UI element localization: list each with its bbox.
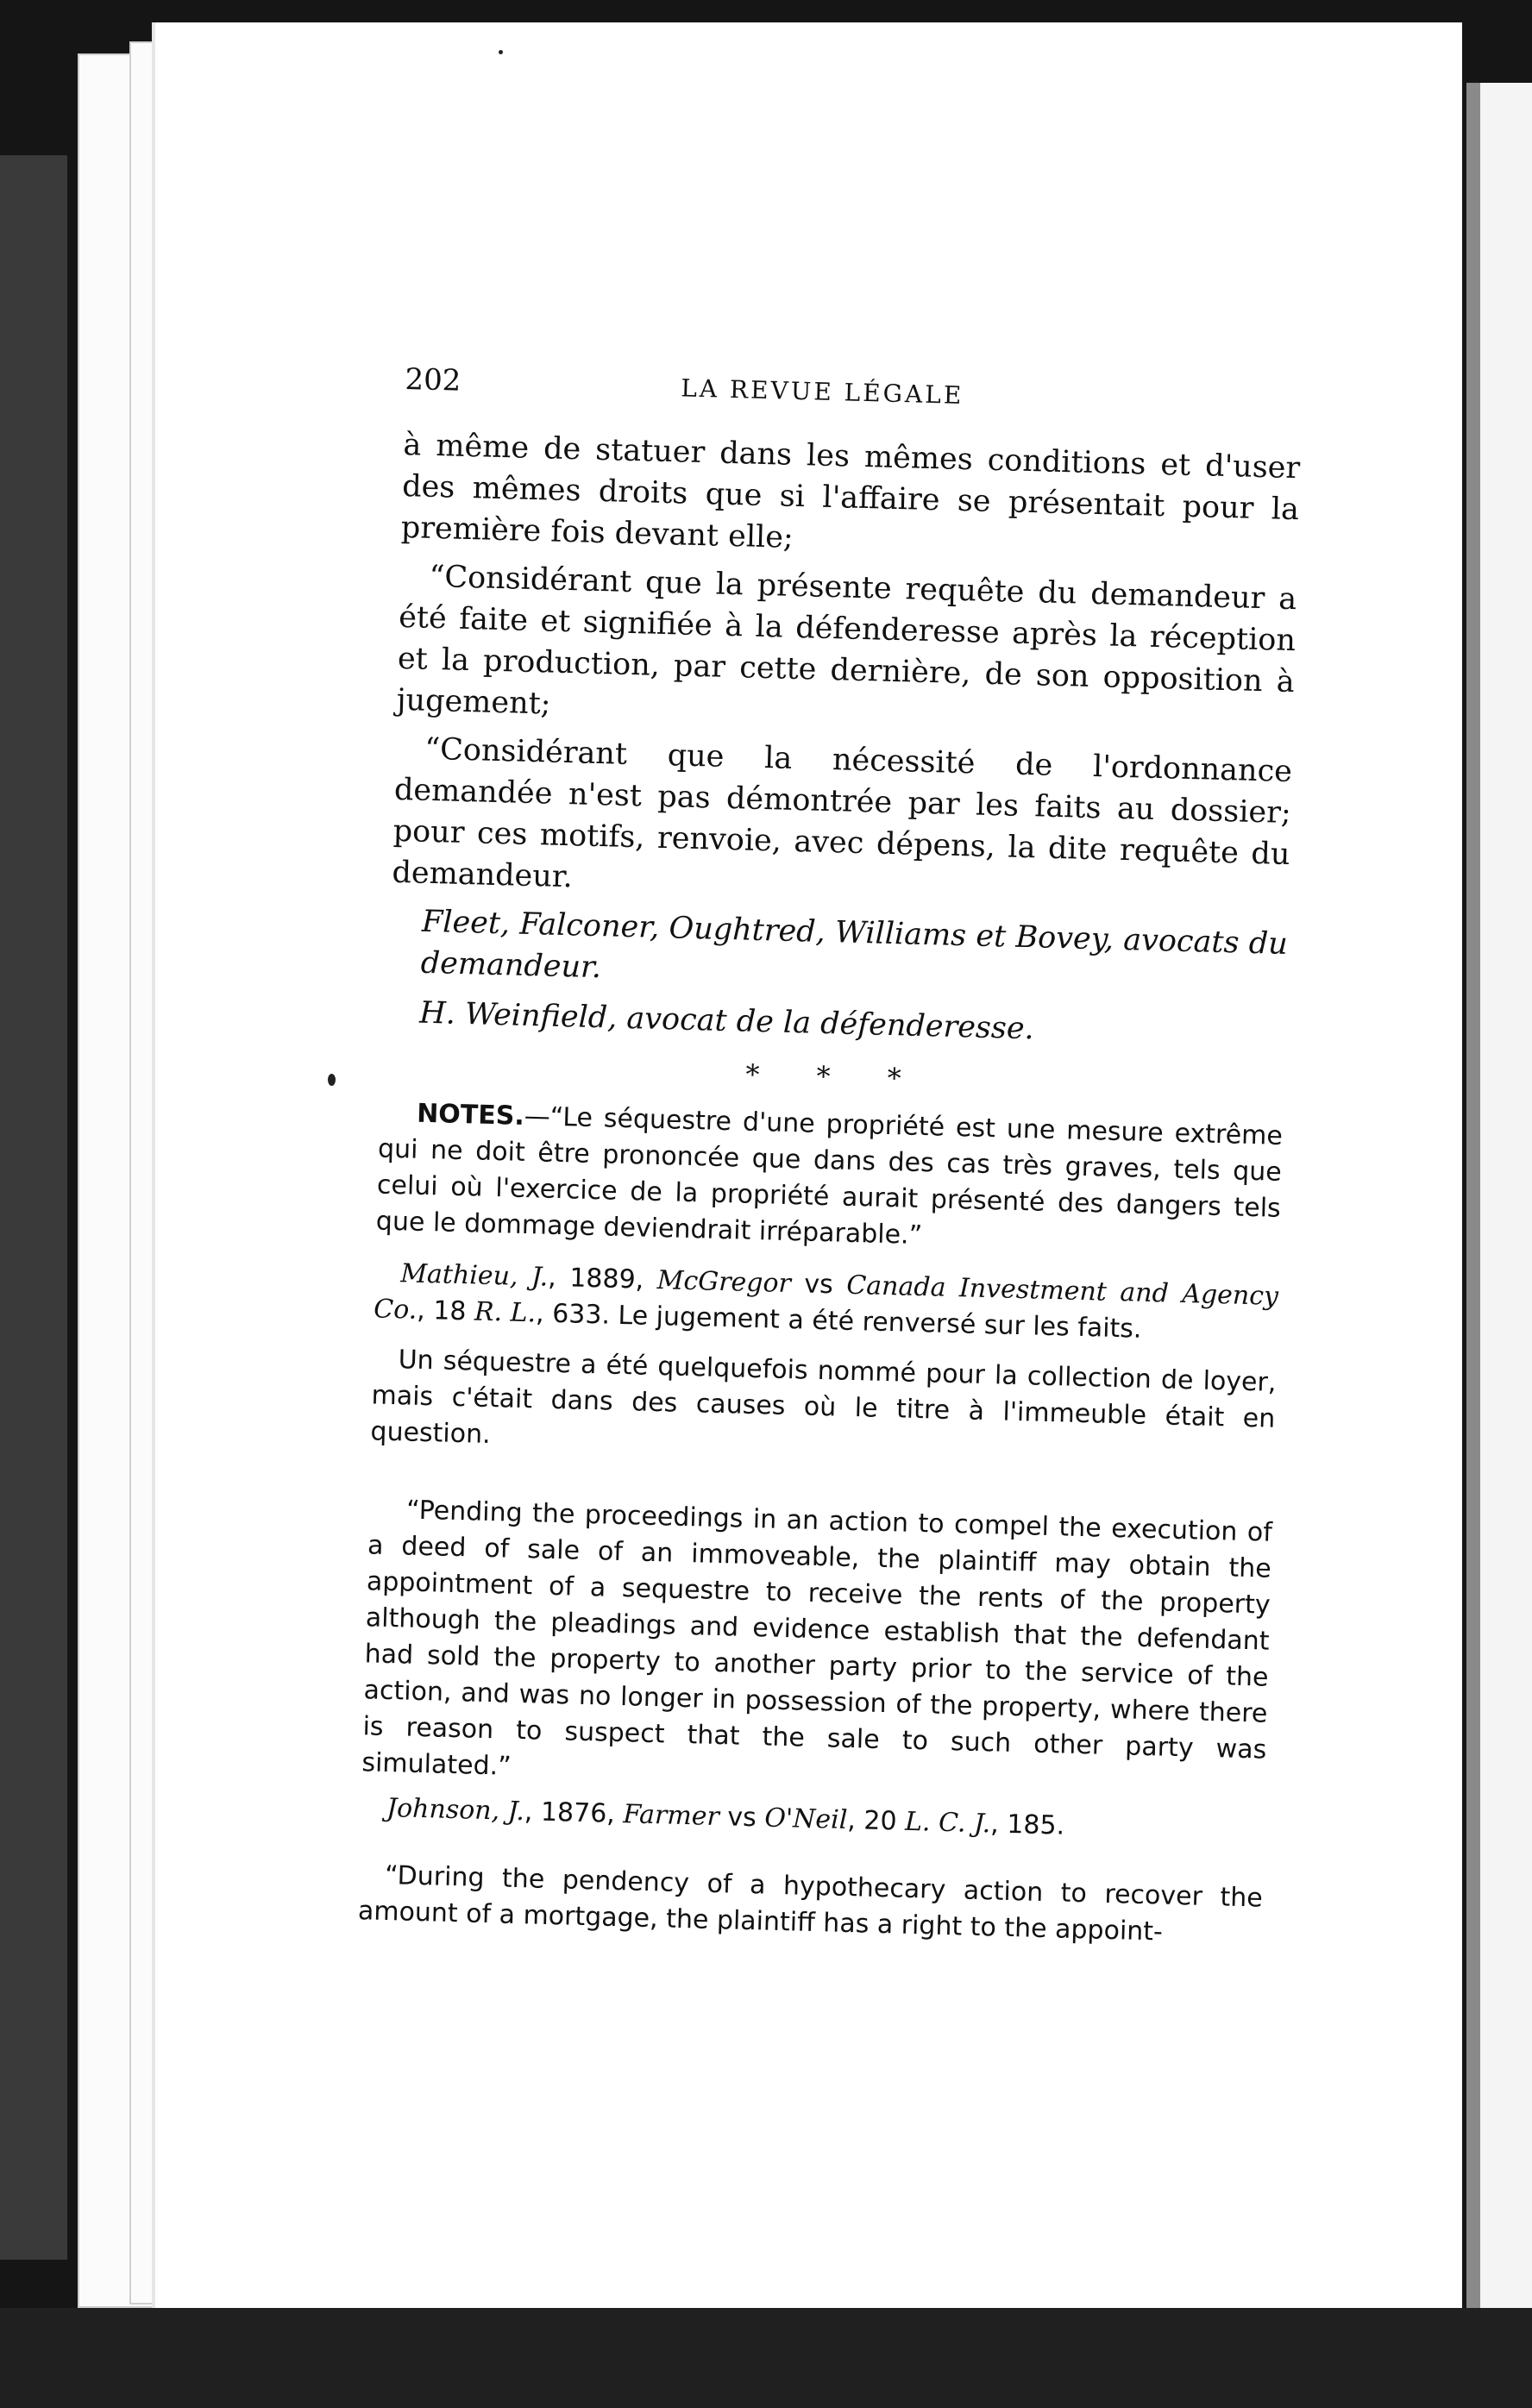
case-party: Canada Investment and Agency Co. xyxy=(373,1270,1279,1326)
defendant-counsel: H. Weinfield, avocat de la défenderesse. xyxy=(418,995,1035,1047)
notes-section xyxy=(357,1094,1283,1953)
note-paragraph xyxy=(375,1094,1283,1263)
volume: , 18 xyxy=(416,1295,475,1327)
paragraph: à même de statuer dans les mêmes conditions et d'user des mêmes droits que si l'affaire se présentait pour la première fois devant elle; xyxy=(400,427,1301,555)
report-name: L. C. J. xyxy=(904,1806,991,1840)
page-speck xyxy=(328,1074,336,1086)
judge-name: Johnson, J. xyxy=(386,1793,525,1828)
page-speck xyxy=(499,50,503,54)
judgment-text xyxy=(392,424,1301,917)
citation-rest: , 633. Le jugement a été renversé sur les faits. xyxy=(535,1298,1142,1345)
citation xyxy=(374,1255,1279,1351)
page-number: 202 xyxy=(404,362,461,398)
section-divider: * * * xyxy=(744,1057,926,1096)
note-paragraph: “During the pendency of a hypothecary action to recover the amount of a mortgage, the plaintiff has a right to the appoint- xyxy=(357,1859,1264,1947)
adjacent-page-strip xyxy=(0,155,67,2260)
case-party: O'Neil xyxy=(763,1803,848,1835)
citation-year: , 1876, xyxy=(524,1797,624,1830)
scan-background xyxy=(0,2308,1532,2408)
report-name: R. L. xyxy=(474,1296,537,1329)
notes-label: NOTES. xyxy=(416,1098,525,1132)
paragraph: “Considérant que la présente requête du demandeur a été faite et signifiée à la défenderesse après la réception et la production, par cette dernière, de son opposition à jugement; xyxy=(396,559,1297,722)
versus: vs xyxy=(719,1802,765,1834)
plaintiff-counsel: Fleet, Falconer, Oughtred, Williams et Bovey, avocats du demandeur. xyxy=(420,904,1289,986)
paragraph: “Considérant que la nécessité de l'ordonnance demandée n'est pas démontrée par les faits au dossier; pour ces motifs, renvoie, avec dépens, la dite requête du demandeur. xyxy=(391,731,1293,895)
versus: vs xyxy=(790,1269,847,1301)
facing-page-edge xyxy=(1466,83,1532,2360)
note-quote: “Pending the proceedings in an action to compel the execution of a deed of sale of an immoveable, the plaintiff may obtain the appointment of a sequestre to receive the rents of the property although the pleadings and evidence establish that the defendant had sold the property to another party prior to the service of the action, and was no longer in possession of the property, where there is reason to suspect that the sale to such other party was simulated.” xyxy=(361,1495,1273,1782)
citation-year: , 1889, xyxy=(547,1262,658,1295)
volume: , 20 xyxy=(846,1804,906,1837)
citation-rest: , 185. xyxy=(989,1809,1065,1841)
judge-name: Mathieu, J. xyxy=(399,1258,549,1293)
page-content xyxy=(357,362,1303,1969)
case-party: McGregor xyxy=(656,1265,792,1300)
running-head: LA REVUE LÉGALE xyxy=(680,373,964,410)
case-party: Farmer xyxy=(622,1799,720,1833)
note-text: —“Le séquestre d'une propriété est une mesure extrême qui ne doit être prononcée que dans des cas très graves, tels que celui où l'exercice de la propriété aurait présenté des dangers tels que le dommage deviendrait irréparable.” xyxy=(375,1101,1284,1251)
note-paragraph: Un séquestre a été quelquefois nommé pour la collection de loyer, mais c'était dans des causes où le titre à l'immeuble était en question. xyxy=(370,1345,1277,1451)
